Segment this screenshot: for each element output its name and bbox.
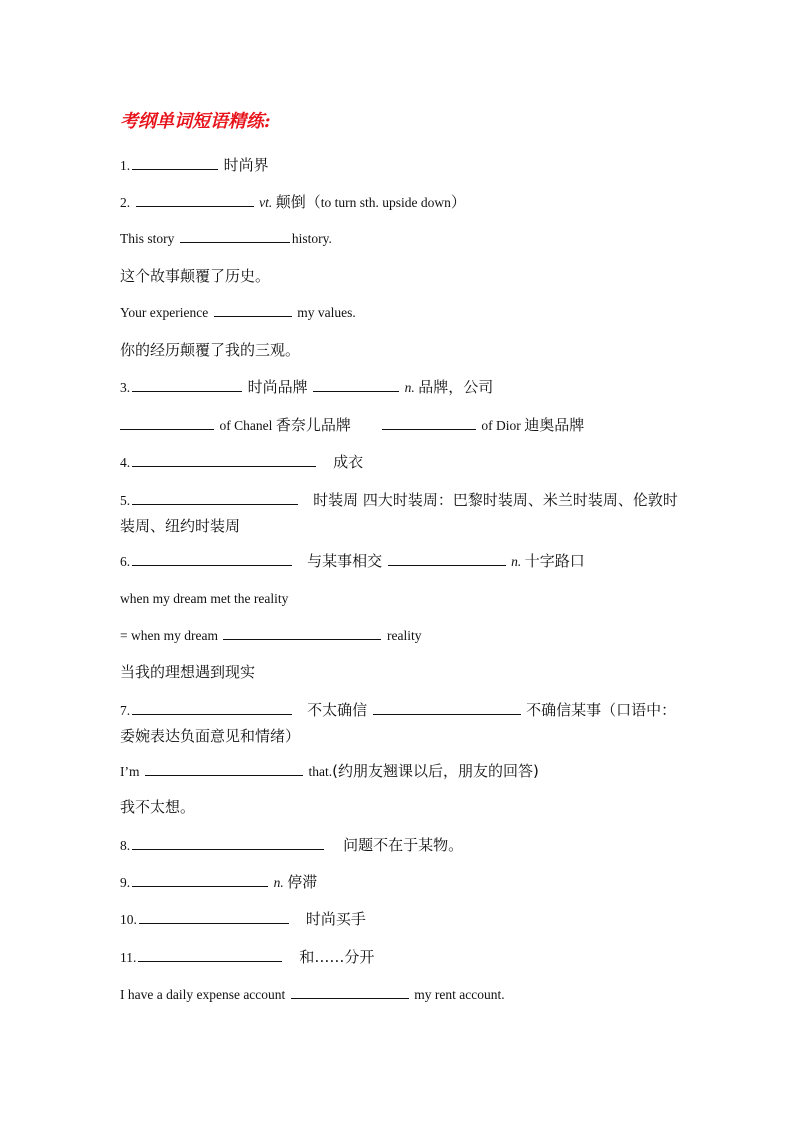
translation-line [120, 796, 680, 820]
example-sentence [120, 984, 680, 1007]
exercise-line-3b [120, 414, 680, 438]
chinese-gloss: 迪奥品牌 [524, 416, 585, 434]
chinese-gloss: 品牌，公司 [418, 378, 494, 396]
chinese-translation: 你的经历颠覆了我的三观。 [120, 341, 301, 359]
chinese-gloss: 时尚买手 [305, 910, 366, 928]
chinese-gloss: 时尚界 [223, 156, 269, 174]
part-of-speech: vt. [259, 195, 273, 210]
answer-blank[interactable] [132, 452, 316, 467]
chinese-gloss: 颠倒（ [275, 193, 321, 211]
item-number: 11. [120, 950, 137, 965]
chinese-translation: 这个故事颠覆了历史。 [120, 267, 271, 285]
part-of-speech: n. [511, 554, 522, 569]
chinese-gloss: 十字路口 [524, 552, 585, 570]
example-sentence [120, 588, 680, 611]
item-number: 8. [120, 838, 131, 853]
answer-blank[interactable] [388, 551, 506, 566]
exercise-line-1 [120, 154, 680, 178]
chinese-gloss: 成衣 [333, 453, 364, 471]
chinese-gloss: 香奈儿品牌 [275, 416, 351, 434]
paren-close: ） [450, 193, 466, 211]
example-sentence [120, 625, 680, 648]
part-of-speech: n. [273, 875, 284, 890]
chinese-translation: 当我的理想遇到现实 [120, 663, 256, 681]
item-number: 6. [120, 554, 131, 569]
translation-line [120, 265, 680, 289]
exercise-line-11 [120, 946, 680, 970]
sentence-part: This story [120, 231, 175, 246]
chinese-gloss: 和……分开 [299, 948, 375, 966]
item-number: 9. [120, 875, 131, 890]
sentence-part: reality [386, 628, 422, 643]
example-sentence [120, 302, 680, 325]
chinese-gloss: 停滞 [287, 873, 318, 891]
sentence-part: that. [308, 764, 333, 779]
answer-blank[interactable] [180, 228, 290, 243]
translation-line [120, 661, 680, 685]
item-number: 3. [120, 380, 131, 395]
exercise-line-6 [120, 550, 680, 574]
sentence-part: when my dream met the reality [120, 591, 289, 606]
english-definition: to turn sth. upside down [320, 195, 451, 210]
sentence-part: my values. [297, 305, 356, 320]
item-number: 5. [120, 493, 131, 508]
answer-blank[interactable] [132, 872, 268, 887]
chinese-gloss: 时装周 四大时装周：巴黎时装周、米兰时装周、伦敦时装周、纽约时装周 [120, 491, 678, 535]
chinese-gloss: 与某事相交 [307, 552, 383, 570]
chinese-gloss: 不太确信 [307, 701, 368, 719]
example-sentence [120, 760, 680, 784]
answer-blank[interactable] [132, 155, 218, 170]
example-sentence [120, 228, 680, 251]
part-of-speech: n. [404, 380, 415, 395]
answer-blank[interactable] [145, 761, 303, 776]
item-number: 7. [120, 703, 131, 718]
sentence-part: I’m [120, 764, 140, 779]
answer-blank[interactable] [136, 192, 254, 207]
answer-blank[interactable] [382, 415, 476, 430]
sentence-part: Your experience [120, 305, 209, 320]
item-number: 1. [120, 158, 131, 173]
chinese-note: (约朋友翘课以后，朋友的回答) [332, 762, 539, 780]
sentence-part: I have a daily expense account [120, 987, 286, 1002]
answer-blank[interactable] [132, 377, 242, 392]
translation-line [120, 339, 680, 363]
exercise-line-8 [120, 834, 680, 858]
item-number: 10. [120, 912, 137, 927]
exercise-line-3 [120, 376, 680, 400]
exercise-line-9 [120, 871, 680, 895]
answer-blank[interactable] [291, 984, 409, 999]
sentence-part: of Chanel [219, 418, 273, 433]
sentence-part: history. [291, 231, 332, 246]
answer-blank[interactable] [120, 415, 214, 430]
item-number: 4. [120, 455, 131, 470]
exercise-line-2 [120, 191, 680, 215]
chinese-gloss: 不确信某事（口语中：委婉表达负面意见和情绪） [120, 701, 677, 745]
answer-blank[interactable] [139, 909, 289, 924]
answer-blank[interactable] [132, 490, 298, 505]
exercise-line-10 [120, 908, 680, 932]
answer-blank[interactable] [132, 835, 324, 850]
chinese-gloss: 问题不在于某物。 [343, 836, 464, 854]
answer-blank[interactable] [223, 625, 381, 640]
answer-blank[interactable] [214, 302, 292, 317]
answer-blank[interactable] [132, 551, 292, 566]
exercise-line-5 [120, 488, 680, 540]
answer-blank[interactable] [373, 700, 521, 715]
answer-blank[interactable] [313, 377, 399, 392]
sentence-part: my rent account. [414, 987, 505, 1002]
exercise-line-4 [120, 451, 680, 475]
answer-blank[interactable] [138, 947, 282, 962]
sentence-part: = when my dream [120, 628, 218, 643]
exercise-line-7 [120, 698, 680, 750]
sentence-part: of Dior [481, 418, 521, 433]
chinese-gloss: 时尚品牌 [247, 378, 308, 396]
item-number: 2. [120, 195, 131, 210]
chinese-translation: 我不太想。 [120, 798, 196, 816]
section-heading: 考纲单词短语精练: [120, 111, 271, 132]
answer-blank[interactable] [132, 700, 292, 715]
